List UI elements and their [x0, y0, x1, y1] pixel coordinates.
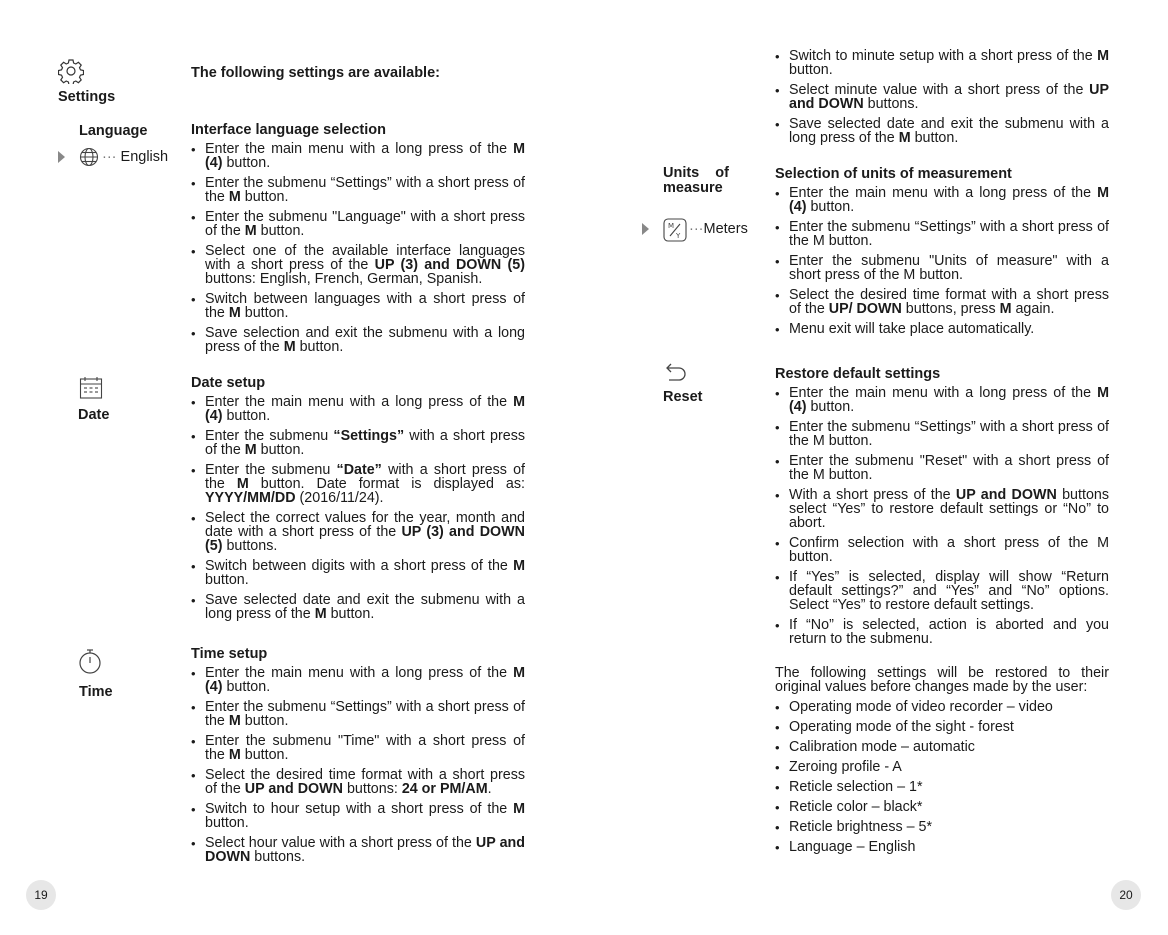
- list-item: • Reticle brightness – 5*: [775, 820, 1109, 834]
- list-item: • Operating mode of the sight - forest: [775, 720, 1109, 734]
- language-steps: [191, 142, 525, 354]
- defaults-intro: The following settings will be restored to their original values before changes made by the user:: [775, 665, 1109, 695]
- list-item: • If “No” is selected, action is aborted and you return to the submenu.: [775, 618, 1109, 646]
- list-item: • With a short press of the UP and DOWN buttons select “Yes” to restore default settings or “No” to abort.: [775, 488, 1109, 530]
- list-item: • Menu exit will take place automatically.: [775, 322, 1109, 336]
- expand-arrow-icon: [642, 223, 649, 235]
- svg-text:M: M: [668, 222, 675, 230]
- undo-arrow-icon: [663, 363, 687, 383]
- gear-icon: [58, 58, 84, 84]
- list-item: • Enter the submenu "Language" with a short press of the M button.: [191, 210, 525, 238]
- list-item: • Enter the submenu “Settings” with a short press of the M button.: [191, 176, 525, 204]
- svg-text:Y: Y: [676, 232, 681, 240]
- time-steps: [191, 666, 525, 864]
- stopwatch-icon: [78, 648, 102, 674]
- time-title: Time setup: [191, 646, 268, 662]
- list-item: • Select the desired time format with a short press of the UP/ DOWN buttons, press M again.: [775, 288, 1109, 316]
- list-item: • Enter the main menu with a long press of the M (4) button.: [775, 386, 1109, 414]
- defaults-list: [775, 700, 1109, 854]
- time-continued-section: [775, 46, 1109, 151]
- settings-intro: The following settings are available:: [191, 65, 440, 81]
- units-steps: [775, 186, 1109, 336]
- expand-arrow-icon: [58, 151, 65, 163]
- list-item: • Confirm selection with a short press of the M button.: [775, 536, 1109, 564]
- list-item: • Switch to hour setup with a short press of the M button.: [191, 802, 525, 830]
- list-item: • Select the desired time format with a short press of the UP and DOWN buttons: 24 or PM/AM.: [191, 768, 525, 796]
- units-section: [775, 166, 1109, 342]
- list-item: • Enter the main menu with a long press of the M (4) button.: [191, 395, 525, 423]
- language-value: ··· English: [102, 149, 169, 165]
- list-item: • Select hour value with a short press of the UP and DOWN buttons.: [191, 836, 525, 864]
- units-title: Selection of units of measurement: [775, 166, 1012, 182]
- calendar-icon: [79, 376, 103, 400]
- list-item: • Enter the submenu “Settings” with a short press of the M button.: [191, 429, 525, 457]
- globe-icon: [79, 147, 99, 167]
- date-label: Date: [78, 407, 110, 423]
- list-item: • Enter the submenu “Settings” with a short press of the M button.: [775, 220, 1109, 248]
- reset-steps: [775, 386, 1109, 646]
- list-item: • Operating mode of video recorder – video: [775, 700, 1109, 714]
- date-steps: [191, 395, 525, 621]
- list-item: • Switch to minute setup with a short press of the M button.: [775, 49, 1109, 77]
- settings-label: Settings: [58, 89, 116, 105]
- list-item: • Enter the main menu with a long press of the M (4) button.: [191, 666, 525, 694]
- list-item: • Zeroing profile - A: [775, 760, 1109, 774]
- time-label: Time: [79, 684, 113, 700]
- list-item: • Switch between digits with a short press of the M button.: [191, 559, 525, 587]
- language-section: [191, 122, 525, 360]
- list-item: • Enter the submenu “Settings” with a short press of the M button.: [775, 420, 1109, 448]
- list-item: • Reticle color – black*: [775, 800, 1109, 814]
- time-continued-steps: [775, 49, 1109, 145]
- list-item: • If “Yes” is selected, display will show “Return default settings?” and “Yes” and “No” options. Select “Yes” to restore default settings.: [775, 570, 1109, 612]
- reset-section: [775, 366, 1109, 860]
- reset-title: Restore default settings: [775, 366, 941, 382]
- list-item: • Enter the main menu with a long press of the M (4) button.: [775, 186, 1109, 214]
- list-item: • Switch between languages with a short press of the M button.: [191, 292, 525, 320]
- list-item: • Save selected date and exit the submenu with a long press of the M button.: [775, 117, 1109, 145]
- list-item: • Enter the submenu "Reset" with a short press of the M button.: [775, 454, 1109, 482]
- units-value: ···Meters: [689, 221, 748, 237]
- page-number-right: 20: [1111, 880, 1141, 910]
- time-section: [191, 646, 525, 870]
- list-item: • Enter the submenu "Time" with a short press of the M button.: [191, 734, 525, 762]
- date-section: [191, 375, 525, 627]
- list-item: • Save selected date and exit the submenu with a long press of the M button.: [191, 593, 525, 621]
- list-item: • Enter the submenu “Date” with a short press of the M button. Date format is displayed as: YYYY/MM/DD (2016/11/24).: [191, 463, 525, 505]
- list-item: • Enter the submenu "Units of measure" with a short press of the M button.: [775, 254, 1109, 282]
- list-item: • Enter the main menu with a long press of the M (4) button.: [191, 142, 525, 170]
- list-item: • Calibration mode – automatic: [775, 740, 1109, 754]
- list-item: • Language – English: [775, 840, 1109, 854]
- list-item: • Select minute value with a short press of the UP and DOWN buttons.: [775, 83, 1109, 111]
- language-title: Interface language selection: [191, 122, 387, 138]
- list-item: • Enter the submenu “Settings” with a short press of the M button.: [191, 700, 525, 728]
- list-item: • Select one of the available interface languages with a short press of the UP (3) and DOWN (5) buttons: English, French, German, Spanish.: [191, 244, 525, 286]
- reset-label: Reset: [663, 389, 703, 405]
- units-label: Units of measure: [663, 165, 729, 196]
- language-label: Language: [79, 123, 148, 139]
- list-item: • Reticle selection – 1*: [775, 780, 1109, 794]
- page-number-left: 19: [26, 880, 56, 910]
- units-icon: [663, 218, 687, 242]
- list-item: • Select the correct values for the year, month and date with a short press of the UP (3) and DOWN (5) buttons.: [191, 511, 525, 553]
- list-item: • Save selection and exit the submenu with a long press of the M button.: [191, 326, 525, 354]
- date-title: Date setup: [191, 375, 266, 391]
